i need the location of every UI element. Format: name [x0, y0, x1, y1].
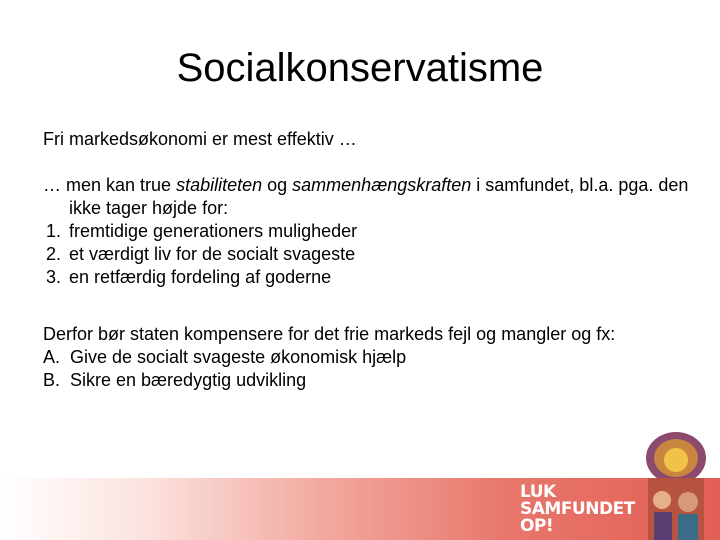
list-item: 3. en retfærdig fordeling af goderne [46, 267, 332, 287]
lettered-list [43, 346, 693, 392]
campaign-logo: LUK SAMFUNDET OP! [520, 482, 635, 536]
list-item: 2. et værdigt liv for de socialt svageste [46, 244, 356, 264]
emphasis-stabiliteten: stabiliteten [176, 175, 263, 195]
list-item: 1. fremtidige generationers muligheder [46, 221, 358, 241]
threat-paragraph: … men kan true stabiliteten og sammenhængskraften i samfundet, bl.a. pga. den ikke tager højde for: [43, 175, 689, 218]
emphasis-sammenhaengskraften: sammenhængskraften [292, 175, 472, 195]
slide-title: Socialkonservatisme [176, 46, 544, 90]
numbered-list [43, 220, 693, 289]
intro-line: Fri markedsøkonomi er mest effektiv … [43, 129, 357, 149]
conclusion-paragraph: Derfor bør staten kompensere for det frie markeds fejl og mangler og fx: [43, 324, 616, 344]
list-item: B. Sikre en bæredygtig udvikling [43, 370, 307, 390]
slide-body [43, 128, 693, 392]
list-item: A. Give de socialt svageste økonomisk hjælp [43, 347, 407, 367]
